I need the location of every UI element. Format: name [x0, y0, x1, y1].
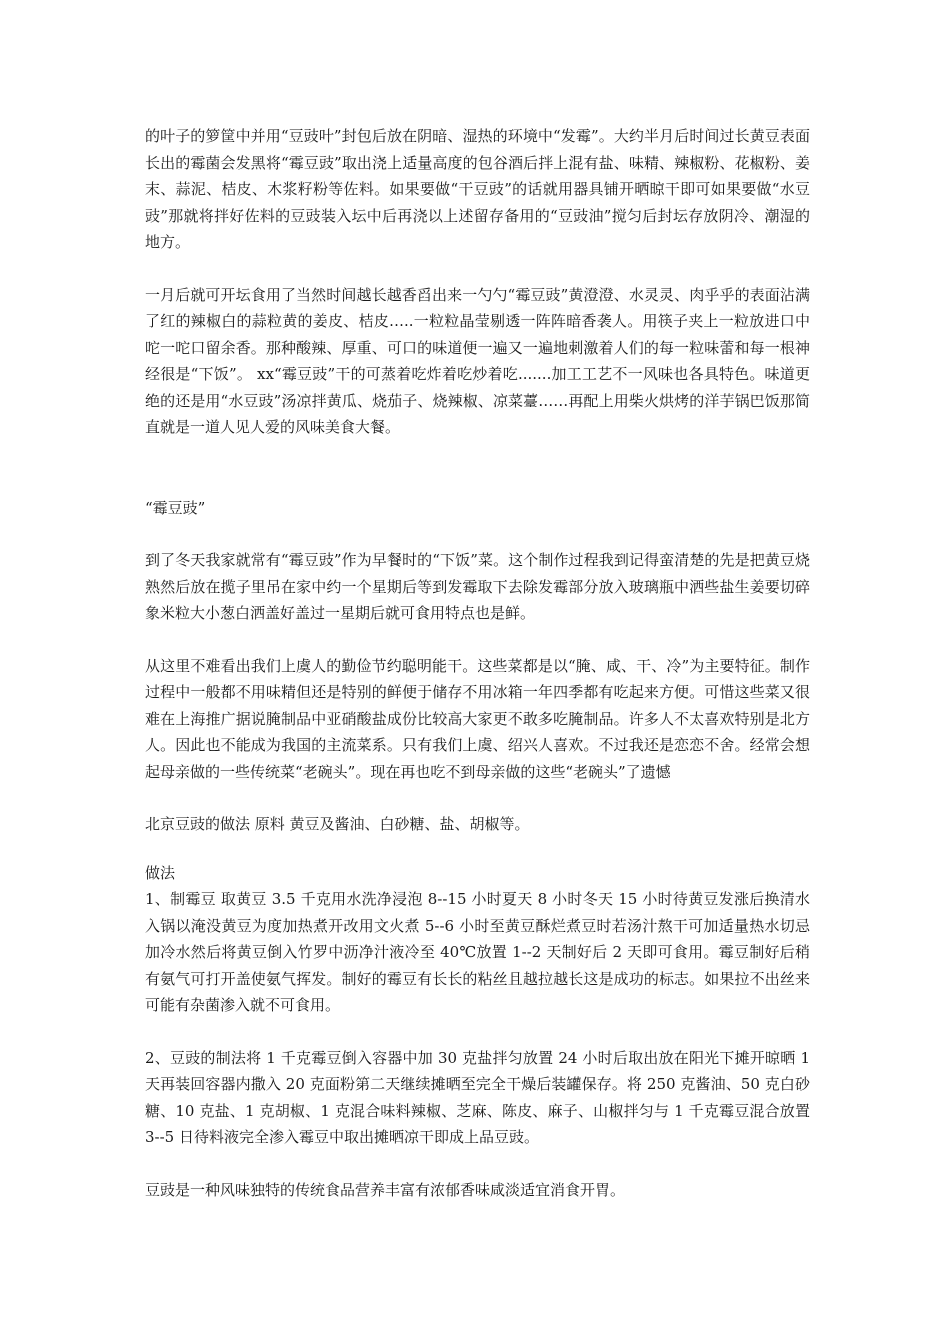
paragraph-spacer	[145, 521, 810, 547]
paragraph-3: 到了冬天我家就常有“霉豆豉”作为早餐时的“下饭”菜。这个制作过程我到记得蛮清楚的先是把黄豆烧熟然后放在揽子里吊在家中约一个星期后等到发霉取下去除发霉部分放入玻璃瓶中洒些盐生姜要切碎象米粒大小葱白洒盖好盖过一星期后就可食用特点也是鲜。	[145, 551, 810, 622]
method-step-2: 2、豆豉的制法将 1 千克霉豆倒入容器中加 30 克盐拌匀放置 24 小时后取出放在阳光下摊开晾晒 1 天再装回容器内撒入 20 克面粉第二天继续摊晒至完全干燥后装罐保存。将 250 克酱油、50 克白砂糖、10 克盐、1 克胡椒、1 克混合味料辣椒、芝麻、陈皮、麻子、山椒拌匀与 1 千克霉豆混合放置 3--5 日待料液完全渗入霉豆中取出摊晒凉干即成上品豆豉。	[145, 1048, 810, 1146]
method-step-1: 1、制霉豆 取黄豆 3.5 千克用水洗净浸泡 8--15 小时夏天 8 小时冬天 15 小时待黄豆发涨后换清水入锅以淹没黄豆为度加热煮开改用文火煮 5--6 小时至黄豆酥烂煮豆时若汤汁熬干可加适量热水切忌加冷水然后将黄豆倒入竹罗中沥净汁液冷至 40℃放置 1--2 天制好后 2 天即可食用。霉豆制好后稍有氨气可打开盖使氨气挥发。制好的霉豆有长长的粘丝且越拉越长这是成功的标志。如果拉不出丝来可能有杂菌渗入就不可食用。	[145, 890, 810, 1014]
section-heading-mei-douchi: “霉豆豉”	[145, 498, 206, 517]
paragraph-1: 的叶子的箩筐中并用“豆豉叶”封包后放在阴暗、湿热的环境中“发霉”。大约半月后时间过长黄豆表面长出的霉菌会发黑将“霉豆豉”取出浇上适量高度的包谷酒后拌上混有盐、味精、辣椒粉、花椒粉、姜末、蒜泥、桔皮、木浆籽粉等佐料。如果要做“干豆豉”的话就用器具铺开晒晾干即可如果要做“水豆豉”那就将拌好佐料的豆豉装入坛中后再浇以上述留存备用的“豆豉油”搅匀后封坛存放阴冷、潮湿的地方。	[145, 127, 810, 251]
paragraph-spacer	[145, 1151, 810, 1177]
paragraph-spacer	[145, 785, 810, 811]
paragraph-spacer	[145, 1019, 810, 1045]
paragraph-5: 北京豆豉的做法 原料 黄豆及酱油、白砂糖、盐、胡椒等。	[145, 815, 530, 833]
paragraph-spacer	[145, 256, 810, 282]
paragraph-spacer	[145, 838, 810, 860]
paragraph-spacer	[145, 441, 810, 495]
paragraph-2: 一月后就可开坛食用了当然时间越长越香舀出来一勺勺“霉豆豉”黄澄澄、水灵灵、肉乎乎的表面沾满了红的辣椒白的蒜粒黄的姜皮、桔皮…..一粒粒晶莹剔透一阵阵暗香袭人。用筷子夹上一粒放进口中咜一咜口留余香。那种酸辣、厚重、可口的味道便一遍又一遍地刺激着人们的每一粒味蕾和每一根神经很是“下饭”。 xx“霉豆豉”干的可蒸着吃炸着吃炒着吃.......加工工艺不一风味也各具特色。味道更绝的还是用“水豆豉”汤凉拌黄瓜、烧茄子、烧辣椒、凉菜薹……再配上用柴火烘烤的洋芋锅巴饭那简直就是一道人见人爱的风味美食大餐。	[145, 285, 810, 436]
paragraph-spacer	[145, 627, 810, 653]
method-heading: 做法	[145, 863, 176, 882]
closing-paragraph: 豆豉是一种风味独特的传统食品营养丰富有浓郁香味咸淡适宜消食开胃。	[145, 1180, 626, 1199]
paragraph-4: 从这里不难看出我们上虞人的勤俭节约聪明能干。这些菜都是以“腌、咸、干、冷”为主要特征。制作过程中一般都不用味精但还是特别的鲜便于储存不用冰箱一年四季都有吃起来方便。可惜这些菜又很难在上海推广据说腌制品中亚硝酸盐成份比较高大家更不敢多吃腌制品。许多人不太喜欢特别是北方人。因此也不能成为我国的主流菜系。只有我们上虞、绍兴人喜欢。不过我还是恋恋不舍。经常会想起母亲做的一些传统菜“老碗头”。现在再也吃不到母亲做的这些“老碗头”了遗憾	[145, 656, 810, 781]
document-body	[145, 123, 810, 1203]
